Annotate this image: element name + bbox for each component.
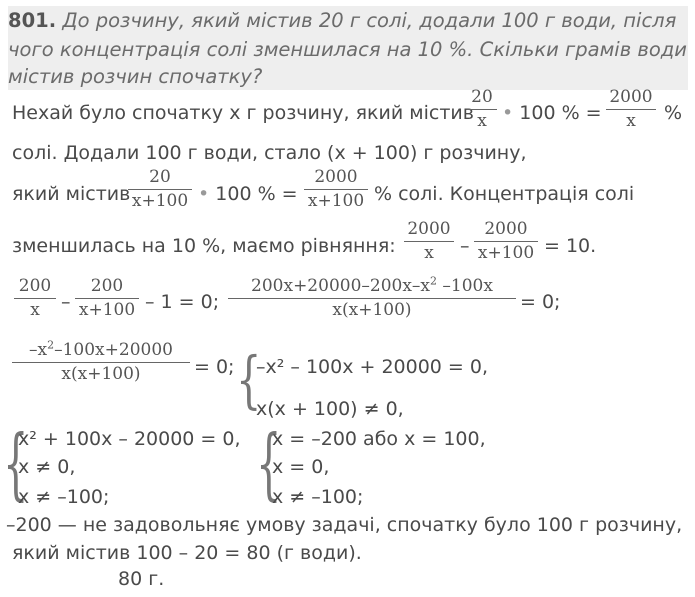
fraction-numerator: 20 [471, 87, 493, 107]
solution-line-4-end: = 10. [544, 235, 597, 257]
fraction-2000-over-x [404, 220, 454, 263]
exponent: 2 [47, 338, 55, 352]
system-1-eq-1: –х² – 100х + 20000 = 0, [256, 356, 489, 378]
numerator-part-a: 200x+20000–200x–x [251, 276, 431, 296]
solution-line-5-mid: – 1 = 0; [145, 291, 220, 313]
problem-number: 801. [8, 9, 57, 32]
system-brace: { [3, 420, 29, 510]
solution-line-3-mid [198, 183, 298, 205]
fraction-numerator: 2000 [484, 219, 528, 239]
system-brace: { [236, 345, 262, 417]
system-2-eq-3: х ≠ –100; [18, 486, 110, 508]
multiply-dot: • [502, 102, 514, 124]
fraction-numerator: 200 [18, 276, 52, 296]
problem-text-1: До розчину, який містив 20 г солі, додали 100 г води, після [62, 9, 677, 32]
fraction-denominator: x(x+100) [12, 362, 190, 384]
solution-line-6-mid: = 0; [194, 356, 235, 378]
solution-line-1-text: Нехай було спочатку х г розчину, який містив [12, 102, 474, 124]
fraction-numerator: 2000 [314, 167, 358, 187]
fraction-denominator: x [606, 109, 656, 131]
fraction-denominator: x+100 [75, 298, 139, 320]
system-3-eq-3: х ≠ –100; [272, 486, 364, 508]
fraction-denominator: x [14, 298, 56, 320]
system-1-eq-2: х(х + 100) ≠ 0, [256, 398, 404, 420]
fraction-numerator: 20 [149, 167, 171, 187]
fraction-denominator: x+100 [304, 189, 368, 211]
fraction-20-over-x [467, 88, 497, 131]
fraction-200-over-x [14, 277, 56, 320]
numerator-part-b: –100x [437, 276, 493, 296]
solution-line-4-text: зменшилась на 10 %, маємо рівняння: [12, 235, 396, 257]
fraction-denominator: x [404, 241, 454, 263]
fraction-numerator: 200 [90, 276, 124, 296]
fraction-denominator: x(x+100) [228, 298, 516, 320]
fraction-numerator: 2000 [609, 87, 653, 107]
conclusion-line-1: –200 — не задовольняє умову задачі, спочатку було 100 г розчину, [6, 514, 683, 536]
numerator-part-a: –x [29, 340, 48, 360]
fraction-numerator [228, 274, 516, 298]
system-3-eq-2: х = 0, [272, 456, 330, 478]
solution-line-1-end: % [664, 102, 683, 124]
conclusion-line-2: який містив 100 – 20 = 80 (г води). [12, 542, 362, 564]
solution-line-3-mid-text: 100 % = [215, 183, 298, 205]
fraction-2000-over-x-plus-100 [474, 220, 538, 263]
fraction-denominator: x [467, 109, 497, 131]
numerator-part-b: –100x+20000 [54, 340, 173, 360]
solution-line-1-mid [502, 102, 602, 124]
fraction-denominator: x+100 [474, 241, 538, 263]
exponent: 2 [430, 274, 438, 288]
answer: 80 г. [118, 568, 165, 590]
fraction-2000-over-x-plus-100 [304, 168, 368, 211]
system-2-eq-1: х² + 100х – 20000 = 0, [18, 428, 241, 450]
fraction-numerator: 2000 [407, 219, 451, 239]
solution-line-1-mid-text: 100 % = [519, 102, 602, 124]
solution-line-3-end: % солі. Концентрація солі [374, 183, 635, 205]
solution-line-5-end: = 0; [520, 291, 561, 313]
system-3-eq-1: х = –200 або х = 100, [272, 428, 486, 450]
multiply-dot: • [198, 183, 210, 205]
fraction-reduced [12, 338, 190, 384]
problem-line-3: містив розчин спочатку? [8, 64, 688, 90]
fraction-200-over-x-plus-100 [75, 277, 139, 320]
fraction-2000-over-x [606, 88, 656, 131]
problem-line-1 [8, 6, 688, 35]
fraction-numerator [12, 338, 190, 362]
fraction-denominator: x+100 [128, 189, 192, 211]
system-brace: { [256, 420, 282, 510]
fraction-combined [228, 274, 516, 320]
minus-sign: – [460, 235, 470, 257]
fraction-20-over-x-plus-100 [128, 168, 192, 211]
solution-line-3-text: який містив [12, 183, 131, 205]
solution-line-2: солі. Додали 100 г води, стало (х + 100) г розчину, [12, 142, 527, 164]
minus-sign: – [61, 291, 71, 313]
problem-line-2: чого концентрація солі зменшилася на 10 %. Скільки грамів води [8, 35, 688, 64]
system-2-eq-2: х ≠ 0, [18, 456, 76, 478]
